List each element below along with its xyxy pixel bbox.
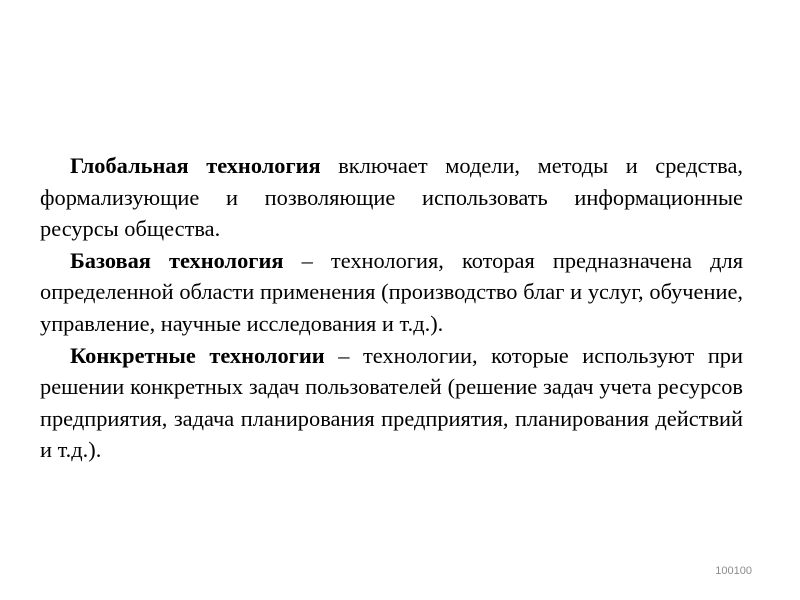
definition-global-technology: включает модели, методы и средства, формализующие и позволяющие использовать информационные ресурсы общества. xyxy=(40,153,743,242)
page-number: 100100 xyxy=(715,565,752,577)
paragraph-base-technology xyxy=(40,245,743,340)
paragraph-global-technology xyxy=(40,150,743,245)
definitions-text xyxy=(40,150,743,466)
definition-specific-technologies: – технологии, которые используют при решении конкретных задач пользователей (решение задач учета ресурсов предприятия, задача планирования предприятия, планирования действий и т.д.). xyxy=(40,342,743,463)
term-specific-technologies: Конкретные технологии xyxy=(70,342,325,368)
paragraph-specific-technologies xyxy=(40,340,743,466)
term-base-technology: Базовая технология xyxy=(70,247,284,273)
term-global-technology: Глобальная технология xyxy=(70,153,321,178)
definition-base-technology: – технология, которая предназначена для определенной области применения (производство благ и услуг, обучение, управление, научные исследования и т.д.). xyxy=(40,247,743,336)
